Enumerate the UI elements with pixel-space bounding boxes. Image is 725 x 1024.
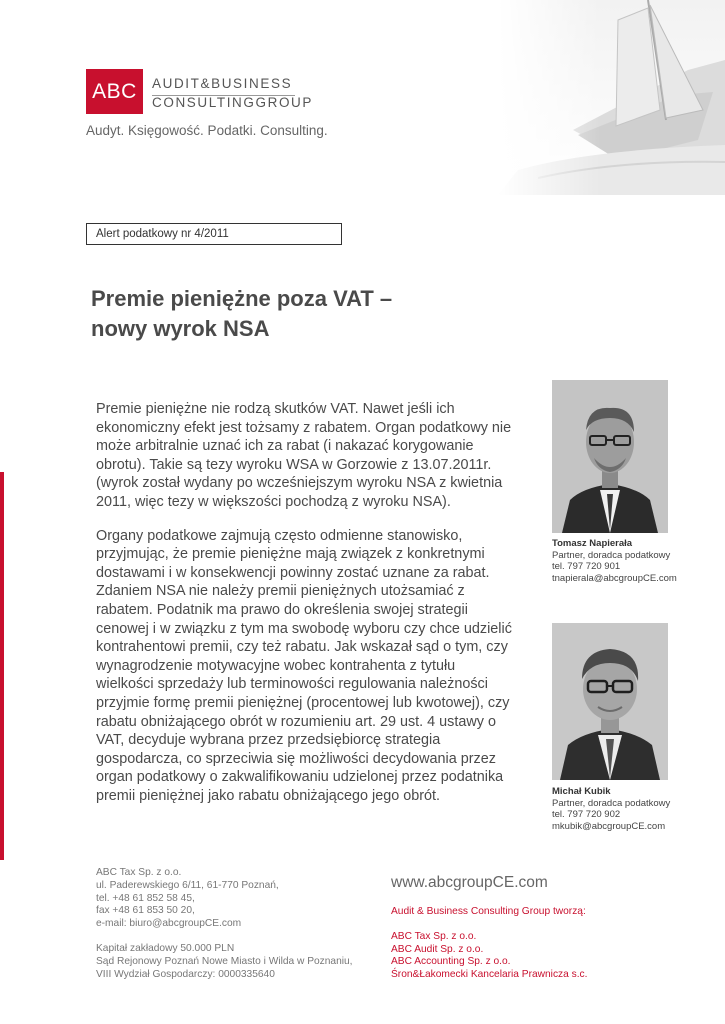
page-title (91, 284, 392, 344)
contact-name: Tomasz Napierała (552, 538, 633, 549)
group-heading: Audit & Business Consulting Group tworzą: (391, 906, 586, 917)
company-tagline: Audyt. Księgowość. Podatki. Consulting. (86, 123, 328, 138)
group-member: ABC Tax Sp. z o.o. (391, 930, 477, 942)
body-paragraph-2: Organy podatkowe zajmują często odmienne stanowisko, przyjmując, że premie pieniężne mają związek z konkretnymi dostawami i w konsekwencji powinny zostać uznane za rabat. Zdaniem NSA nie należy premii pieniężnych utożsamiać z rabatem. Podatnik ma prawo do określenia swojej strategii cenowej i w związku z tym ma swobodę wyboru czy chce udzielić kontrahentowi premii, czy też rabatu. Jak wskazał sąd o tym, czy wynagrodzenie motywacyjne wobec kontrahenta z tytułu wielkości sprzedaży lub terminowości regulowania należności przyjmie formę premii pieniężnej (procentowej lub kwotowej), czy rabatu obniżającego obrót w rozumieniu art. 29 ust. 4 ustawy o VAT, decyduje wybrana przez przedsiębiorcę strategia gospodarcza, co sprzeciwia się możliwości decydowania przez organ podatkowy o zakwalifikowaniu udzielonej przez podatnika premii pieniężnej jako rabatu obniżającego jego obrót. (96, 527, 512, 804)
footer-krs: VIII Wydział Gospodarczy: 0000335640 (96, 968, 275, 980)
footer-tel[interactable]: tel. +48 61 852 58 45, (96, 892, 195, 904)
contact-email[interactable]: tnapierala@abcgroupCE.com (552, 572, 677, 584)
left-accent-bar (0, 472, 4, 860)
footer-email[interactable]: e-mail: biuro@abcgroupCE.com (96, 918, 242, 930)
footer-company-info (96, 867, 353, 981)
group-member: Śron&Łakomecki Kancelaria Prawnicza s.c. (391, 969, 588, 981)
footer-capital: Kapitał zakładowy 50.000 PLN (96, 942, 235, 954)
contact-photo-napierala (552, 380, 668, 533)
contact-role: Partner, doradca podatkowy (552, 549, 671, 561)
footer-company-name: ABC Tax Sp. z o.o. (96, 867, 182, 878)
contact-card-kubik (552, 786, 670, 832)
group-member: ABC Accounting Sp. z o.o. (391, 956, 511, 968)
footer-fax: fax +48 61 853 50 20, (96, 905, 195, 917)
footer-website-link[interactable]: www.abcgroupCE.com (391, 874, 548, 891)
contact-email[interactable]: mkubik@abcgroupCE.com (552, 820, 666, 832)
body-paragraph-1: Premie pieniężne nie rodzą skutków VAT. Nawet jeśli ich ekonomiczny efekt jest tożsamy z rabatem. Organ podatkowy nie może arbitralnie uznać ich za rabat (i nakazać korygowanie obrotu). Takie są tezy wyroku WSA w Gorzowie z 13.07.2011r. (wyrok został wydany po wcześniejszym wyroku NSA z kwietnia 2011, więc tezy w większości pochodzą z wyroku NSA). (96, 401, 512, 510)
contact-card-napierala (552, 538, 677, 584)
alert-label: Alert podatkowy nr 4/2011 (86, 223, 342, 245)
contact-phone[interactable]: tel. 797 720 901 (552, 561, 621, 572)
group-member: ABC Audit Sp. z o.o. (391, 943, 484, 955)
logo-text-line2: CONSULTINGGROUP (152, 95, 314, 110)
sailboat-image (498, 0, 725, 195)
footer-court: Sąd Rejonowy Poznań Nowe Miasto i Wilda w Poznaniu, (96, 955, 353, 967)
contact-role: Partner, doradca podatkowy (552, 797, 671, 809)
title-line1: Premie pieniężne poza VAT – (91, 286, 393, 311)
title-line2: nowy wyrok NSA (91, 316, 270, 341)
logo-mark: ABC (86, 69, 143, 114)
footer-address: ul. Paderewskiego 6/11, 61-770 Poznań, (96, 879, 279, 891)
contact-photo-kubik (552, 623, 668, 780)
article-body (96, 400, 516, 820)
logo-text-line1: AUDIT&BUSINESS (152, 76, 293, 91)
contact-phone[interactable]: tel. 797 720 902 (552, 809, 621, 820)
contact-name: Michał Kubik (552, 786, 611, 797)
footer-group-members (391, 906, 587, 982)
